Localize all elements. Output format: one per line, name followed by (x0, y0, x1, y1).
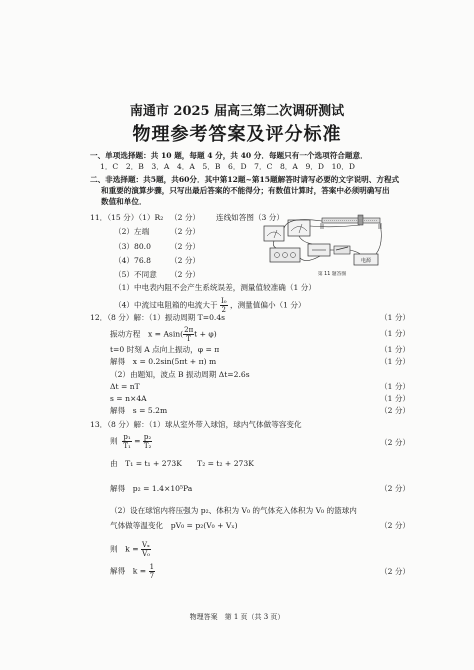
q12-line8-score: （2 分） (380, 406, 411, 415)
q13-line3: 由 T₁ = t₁ + 273K T₂ = t₂ + 273K (110, 459, 254, 468)
q12-line3-score: （1 分） (380, 345, 411, 354)
q13-line2-score: （2 分） (380, 438, 411, 447)
section1-heading: 一、单项选择题：共 10 题，每题 4 分，共 40 分．每题只有一个选项符合题意． (90, 151, 368, 160)
q13-line6-score: （2 分） (380, 521, 411, 530)
switch-icon (334, 246, 350, 254)
q11-note1: （1）中电表内阻不会产生系统误差，测量值较准确（1 分） (114, 283, 316, 292)
q12-line6-score: （1 分） (380, 382, 411, 391)
q11-line2-score: （2 分） (170, 227, 201, 236)
figure-caption: 第 11 题答图 (317, 272, 347, 277)
q12-line2: 振动方程 x = Asin( $\frac{2\pi}{T}$ t + φ) (110, 326, 217, 343)
q13-line4: 解得 p₂ = 1.4×10⁵Pa (110, 484, 193, 493)
section2-line2: 和重要的演算步骤，只写出最后答案的不能得分；有数值计算时，答案中必须明确写出 (101, 186, 390, 195)
q12-line2-score: （1 分） (380, 329, 411, 338)
q12-line6: Δt = nT (110, 382, 140, 391)
exam-title: 南通市 2025 届高三第二次调研测试 (129, 104, 345, 119)
fraction-vx-over-v0: $\frac{\text{Vₓ}}{\text{V₀}}$ (142, 541, 151, 558)
q11-line1-score: （2 分） (170, 213, 201, 222)
q13-line6: 气体做等温变化 pV₀ = p₂(V₀ + Vₓ) (110, 521, 238, 530)
q12-line8: 解得 s = 5.2m (110, 406, 168, 415)
q12-line1: 12．（8 分）解：（1）振动周期 T=0.4s (90, 313, 226, 322)
q12-line7-score: （1 分） (380, 394, 411, 403)
q11-note2: （4）中流过电阻箱的电流大于 $\frac{\text{I₀}}{2}$ ，测量值偏小（1 分） (114, 297, 306, 314)
q11-line1-answer: 11．（15 分）（1）R₂ (90, 213, 164, 222)
q12-line5: （2）由题知，波点 B 振动周期 Δt=2.6s (110, 370, 250, 379)
q12-line1-score: （1 分） (380, 313, 411, 322)
q13-line4-score: （2 分） (380, 484, 411, 493)
q11-line5-score: （2 分） (170, 270, 201, 279)
fraction-p2-over-t2: $\frac{\text{p₂}}{\text{T₂}}$ (143, 433, 152, 450)
q11-line3-answer: （3）80.0 (114, 242, 151, 251)
doc-title: 物理参考答案及评分标准 (132, 124, 342, 145)
q13-line7: 则 k = $\frac{\text{Vₓ}}{\text{V₀}}$ (110, 541, 151, 558)
q13-line8-score: （2 分） (380, 567, 411, 576)
q12-line3: t=0 时刻 A 点向上振动，φ = π (110, 345, 220, 354)
q13-line5: （2）设在球馆内将压强为 p₂、体积为 V₀ 的气体充入体积为 V₀ 的篮球内 (110, 506, 357, 515)
resistance-box-icon (270, 248, 300, 262)
q11-line3-score: （2 分） (170, 242, 201, 251)
q11-line4-score: （2 分） (170, 256, 201, 265)
q11-line2-answer: （2）左端 (114, 227, 150, 236)
q11-line1-wiring: 连线如答图（3 分） (216, 213, 284, 222)
meter-icon (264, 226, 284, 241)
section2-line3: 数值和单位． (101, 197, 147, 206)
q11-line5-answer: （5）不同意 (114, 270, 157, 279)
fraction-i0-over-2: $\frac{\text{I₀}}{2}$ (220, 297, 227, 314)
q13-line2: 则 $\frac{\text{p₁}}{\text{T₁}}$ = $\frac{\text{p₂}}{\text{T₂}}$ (110, 433, 152, 450)
fraction-p1-over-t1: $\frac{\text{p₁}}{\text{T₁}}$ (123, 433, 131, 450)
power-supply-icon (354, 254, 378, 265)
page-footer: 物理答案 第 1 页（共 3 页） (189, 613, 285, 621)
q13-line8: 解得 k = $\frac{1}{7}$ (110, 563, 155, 580)
resistor-icon (308, 244, 330, 256)
fraction-1-over-7: $\frac{1}{7}$ (149, 563, 155, 580)
q13-line1: 13．（8 分）解：（1）球从室外带入球馆，球内气体做等容变化 (90, 420, 302, 429)
fraction-2pi-over-T: $\frac{2\pi}{T}$ (184, 326, 194, 343)
section1-answers: 1．C 2．B 3．A 4．A 5．B 6．D 7．C 8．A 9．D 10．D (100, 162, 355, 171)
section2-line1: 二、非选择题：共5题，共60分．其中第12题~第15题解答时请写必要的文字说明、方程式 (90, 175, 400, 184)
meter-icon (288, 220, 310, 236)
q12-line4-score: （1 分） (380, 357, 411, 366)
power-label: 电源 (360, 258, 372, 264)
q11-line4-answer: （4）76.8 (114, 256, 151, 265)
q12-line7: s = n×4A (110, 394, 147, 403)
q12-line4: 解得 x = 0.2sin(5πt + π) m (110, 357, 217, 366)
q11-circuit-figure (262, 214, 387, 278)
